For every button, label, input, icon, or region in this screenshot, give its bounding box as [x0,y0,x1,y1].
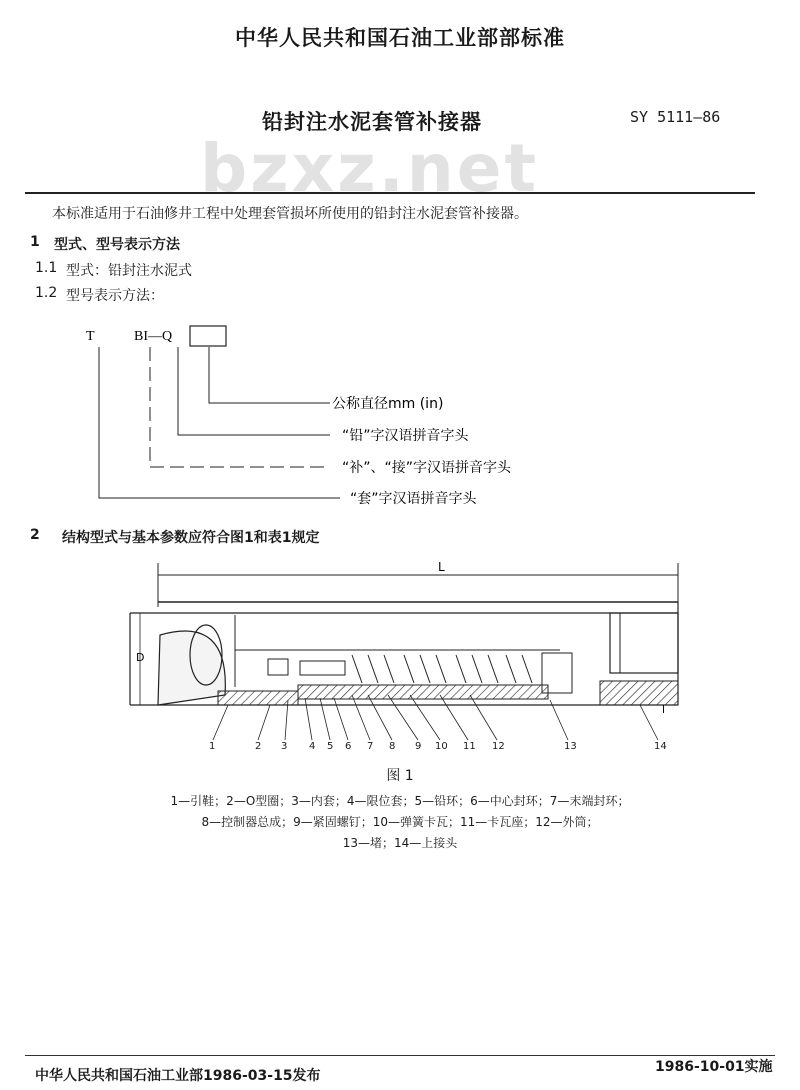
figure-caption: 图 1 [386,768,414,784]
label-lead-pinyin: “铅”字汉语拼音字头 [342,428,469,444]
figure-legend-line-3: 13—堵；14—上接头 [342,836,458,850]
callout-8: 8 [389,741,396,752]
section-1-1-number: 1.1 [35,260,58,276]
callout-10: 10 [435,741,448,752]
section-1-1-text: 型式：铅封注水泥式 [66,263,192,279]
section-1-2-number: 1.2 [35,285,58,301]
dim-label-D: D [136,651,145,664]
leader-bujie [150,347,330,467]
section-1-2-text: 型号表示方法： [66,288,164,304]
outer-barrel-section [298,685,548,699]
callout-6: 6 [345,741,352,752]
dim-label-l: l [662,703,666,716]
outer-barrel-section-left [218,691,298,705]
figure-legend-line-2: 8—控制器总成；9—紧固螺钉；10—弹簧卡瓦；11—卡瓦座；12—外筒； [201,815,599,829]
figure-legend-line-1: 1—引鞋；2—O型圈；3—内套；4—限位套；5—铅环；6—中心封环；7—末端封环； [170,794,630,808]
leader-lead [178,347,330,435]
leader-diameter [209,347,330,403]
label-nominal-diameter: 公称直径mm (in) [332,396,444,412]
callout-4: 4 [309,741,316,752]
leader-tao [99,347,340,498]
callout-12: 12 [492,741,505,752]
callout-11: 11 [463,741,476,752]
watermark: bzxz.net [200,130,540,207]
issued-date: 中华人民共和国石油工业部1986-03-15发布 [35,1068,321,1084]
model-letters-bi-q: BI—Q [134,329,173,344]
callout-2: 2 [255,741,262,752]
callout-5: 5 [327,741,334,752]
header-rule [25,192,755,194]
section-2-number: 2 [30,527,40,543]
diameter-box [190,326,226,346]
section-1-number: 1 [30,234,40,250]
label-bujie-pinyin: “补”、“接”字汉语拼音字头 [342,460,512,476]
issuing-organization: 中华人民共和国石油工业部部标准 [235,26,565,50]
document-title: 铅封注水泥套管补接器 [262,110,482,134]
callout-13: 13 [564,741,577,752]
callout-9: 9 [415,741,422,752]
standard-code: SY 5111—86 [630,108,721,126]
effective-date: 1986-10-01实施 [655,1059,773,1075]
section-2-title: 结构型式与基本参数应符合图1和表1规定 [62,530,320,546]
seal-ring-stack [268,655,532,683]
dim-label-L: L [438,560,445,574]
intro-paragraph: 本标准适用于石油修井工程中处理套管损坏所使用的铅封注水泥套管补接器。 [52,206,528,222]
figure-1-drawing [0,555,800,760]
callout-14: 14 [654,741,667,752]
model-letter-t: T [86,329,95,344]
callout-1: 1 [209,741,216,752]
callout-3: 3 [281,741,288,752]
model-code-diagram [0,300,800,520]
section-1-title: 型式、型号表示方法 [54,237,180,253]
label-tao-pinyin: “套”字汉语拼音字头 [350,491,477,507]
top-sub-section [600,681,678,705]
callout-7: 7 [367,741,374,752]
